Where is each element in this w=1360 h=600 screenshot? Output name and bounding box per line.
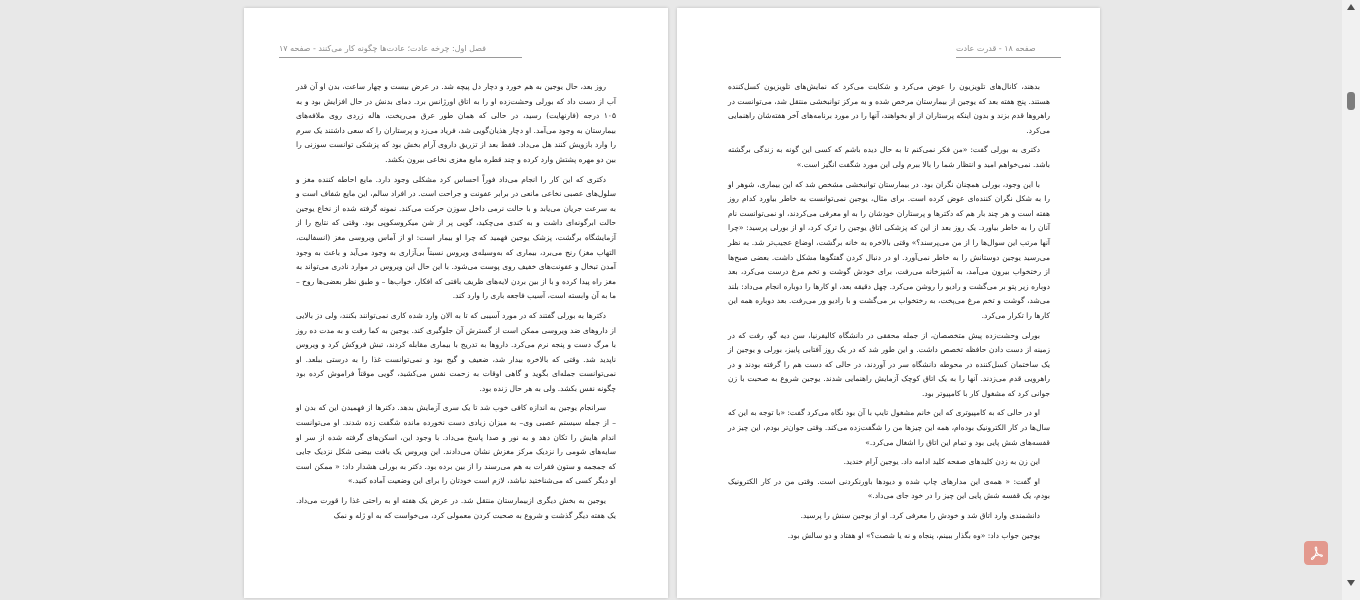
triangle-down-icon bbox=[1347, 580, 1355, 586]
pdf-download-button[interactable] bbox=[1304, 541, 1328, 565]
pdf-icon bbox=[1308, 545, 1324, 561]
scroll-down-button[interactable] bbox=[1342, 576, 1360, 590]
paragraph: بدهند، کانال‌های تلویزیون را عوض می‌کرد و شکایت می‌کرد که نمایش‌های تلویزیون کسل‌کننده هستند. پنج هفته بعد که یوجین از بیمارستان مرخص شده و به مرکز توانبخشی منتقل شد، می‌توانست در راهروها قدم بزند و بدون اینکه پرستاران از او بخواهند، آنها را در مورد برنامه‌های آخر هفته‌شان راهنمایی می‌کرد. bbox=[728, 82, 1050, 135]
paragraph: دانشمندی وارد اتاق شد و خودش را معرفی کرد. او از یوجین سنش را پرسید. bbox=[800, 511, 1040, 521]
paragraph: این زن به زدن کلیدهای صفحه کلید ادامه داد. یوجین آرام خندید. bbox=[843, 457, 1040, 467]
page-17 bbox=[244, 8, 668, 598]
paragraph: او گفت: « همه‌ی این مدارهای چاپ شده و دیودها باورنکردنی است. وقتی من در کار الکترونیک بودم، یک قفسه شش پایی این چیز را در خود جای می‌داد.» bbox=[728, 476, 1050, 501]
paragraph: سرانجام یوجین به اندازه کافی خوب شد تا یک سری آزمایش بدهد. دکترها از فهمیدن این که بدن او – از جمله سیستم عصبی وی– به میزان زیادی دست نخورده مانده شگفت زده شدند. او می‌توانست اندام هایش را تکان دهد و به نور و صدا پاسخ می‌داد. با وجود این، اسکن‌های گرفته شده از سر او سایه‌های شومی را نزدیک مرکز مغزش نشان می‌دادند. این ویروس یک بافت بیضی شکل نزدیک جایی که جمجمه و ستون فقرات به هم می‌رسند را از بین برده بود. دکتر به بورلی هشدار داد: « ممکن است او دیگر کسی که می‌شناختید نباشد، لازم است خودتان را برای این وضعیت آماده کنید.» bbox=[296, 403, 616, 486]
paragraph: با این وجود، بورلی همچنان نگران بود. در بیمارستان توانبخشی مشخص شد که این بیماری، شوهر او را به شکل نگران کننده‌ای عوض کرده است. برای مثال، یوجین نمی‌توانست به خاطر بیاورد کدام روز هفته است و هر چند بار هم که دکترها و پرستاران خودشان را به او معرفی می‌کردند، او نمی‌توانست نام آنان را به خاطر بیاورد. یک روز بعد از این که پزشکی اتاق یوجین را ترک کرد، او از بورلی پرسید: «چرا آنها مرتب این سوال‌ها را از من می‌پرسند؟» وقتی بالاخره به خانه برگشت، اوضاع عجیب‌تر شد. به نظر می‌رسید یوجین دوستانش را به خاطر نمی‌آورد. او در دنبال کردن گفتگوها مشکل داشت. بعضی صبح‌ها از رختخواب بیرون می‌آمد، به آشپزخانه می‌رفت، برای خودش گوشت و تخم مرغ درست می‌کرد، بعد دوباره زیر پتو بر می‌گشت و رادیو را روشن می‌کرد. چهل دقیقه بعد، او کارها را دوباره انجام می‌داد: بلند می‌شد، گوشت و تخم مرغ می‌پخت، به رختخواب بر می‌گشت و با رادیو ور می‌رفت. بعد دوباره همه این کارها را تکرار می‌کرد. bbox=[728, 179, 1050, 320]
paragraph: روز بعد، حال یوجین به هم خورد و دچار دل پیچه شد. در عرض بیست و چهار ساعت، بدن او آن قدر آب از دست داد که بورلی وحشت‌زده او را به اتاق اورژانس برد. دمای بدنش در حال افزایش بود و به ۱۰۵ درجه (فارنهایت) رسید، در حالی که همان طور عرق می‌ریخت، هاله زردی روی ملافه‌های بیمارستان به وجود می‌آمد. او دچار هذیان‌گویی شد، فریاد می‌زد و پرستاران را که سعی داشتند یک سرم را وارد بازویش کنند هل می‌داد. فقط بعد از تزریق داروی آرام بخش بود که پزشکی توانست سوزنی را بین دو مهره پشتش وارد کرده و چند قطره مایع مغزی نخاعی بیرون بکشد. bbox=[296, 82, 616, 164]
paragraph: او در حالی که به کامپیوتری که این خانم مشغول تایپ با آن بود نگاه می‌کرد گفت: «با توجه به این که سال‌ها در کار الکترونیک بوده‌ام، همه این چیزها من را شگفت‌زده می‌کند. وقتی جوان‌تر بودم، این چیز در قفسه‌های شش پایی بود و تمام این اتاق را اشغال می‌کرد.» bbox=[728, 408, 1050, 447]
scroll-up-button[interactable] bbox=[1342, 0, 1360, 14]
page-body bbox=[296, 80, 616, 528]
paragraph: بورلی وحشت‌زده پیش متخصصان، از جمله محققی در دانشگاه کالیفرنیا، سن دیه گو، رفت که در زمینه از دست دادن حافظه تخصص داشت. و این طور شد که در یک روز آفتابی پاییز، بورلی و یوجین از یک ساختمان کسل‌کننده در محوطه دانشگاه سر در آوردند، در حالی که دست هم را گرفته بودند و در راهرویی قدم می‌زدند. آنها را به یک اتاق کوچک آزمایش راهنمایی شدند. یوجین شروع به صحبت با زن جوانی کرد که مشغول کار با کامپیوتر بود. bbox=[728, 330, 1050, 398]
vertical-scrollbar[interactable] bbox=[1342, 0, 1360, 600]
paragraph: دکتری به بورلی گفت: «من فکر نمی‌کنم تا به حال دیده باشم که کسی این گونه به زندگی برگشته باشد. نمی‌خواهم امید و انتظار شما را بالا ببرم ولی این مورد شگفت انگیز است.» bbox=[728, 145, 1050, 169]
paragraph: یوجین به بخش دیگری ازبیمارستان منتقل شد. در عرض یک هفته او به راحتی غذا را قورت می‌داد. یک هفته دیگر گذشت و شروع به صحبت کردن معمولی کرد، می‌خواست که به او ژله و نمک bbox=[296, 496, 616, 520]
paragraph: دکترها به بورلی گفتند که در مورد آسیبی که تا به الان وارد شده کاری نمی‌توانند بکنند، ولی دز بالایی از داروهای ضد ویروسی ممکن است از گسترش آن جلوگیری کند. یوجین به کما رفت و به مدت ده روز با مرگ دست و پنجه نرم می‌کرد. داروها به تدریج با بیماری مقابله کردند، تبش فروکش کرد و ویروس ناپدید شد. وقتی که بالاخره بیدار شد، ضعیف و گیج بود و نمی‌توانست غذا را به درستی ببلعد. او نمی‌توانست جمله‌ای بگوید و گاهی اوقات به زحمت نفس می‌کشید، گویی موقتاً فراموش کرده بود چگونه نفس بکشد. ولی به هر حال زنده بود. bbox=[296, 310, 616, 393]
running-head: فصل اول: چرخه عادت؛ عادت‌ها چگونه کار می‌کنند - صفحه ۱۷ bbox=[279, 44, 522, 58]
running-head: صفحه ۱۸ - قدرت عادت bbox=[956, 44, 1061, 58]
page-18 bbox=[677, 8, 1100, 598]
paragraph: دکتری که این کار را انجام می‌داد فوراً احساس کرد مشکلی وجود دارد. مایع احاطه کننده مغز و سلول‌های عصبی نخاعی مانعی در برابر عفونت و جراحت است. در افراد سالم، این مایع شفاف است و به سرعت جریان می‌یابد و با حالت نرمی داخل سوزن حرکت می‌کند. نمونه گرفته شده از نخاع یوجین حالت ابرگونه‌ای داشت و به کندی می‌چکید، گویی پر از شن میکروسکوپی بود. وقتی که نتایج را از آزمایشگاه برگشت، پزشک یوجین فهمید که چرا او بیمار است: او از آماس ویروسی مغز (انسفالیت، التهاب مغز) رنج می‌برد، بیماری که به‌وسیله‌ی ویروس نسبتاً بی‌آزاری به وجود می‌آید و باعث به وجود آمدن تبخال و عفونت‌های خفیف روی پوست می‌شود. با این حال این ویروس در موارد نادری می‌تواند به مغز راه پیدا کرده و با از بین بردن لایه‌های ظریف بافتی که افکار، خواب‌ها – و طبق نظر بعضی‌ها روح – ما به آن وابسته است، آسیب فاجعه باری را وارد کند. bbox=[296, 174, 616, 301]
triangle-up-icon bbox=[1347, 4, 1355, 10]
scroll-thumb[interactable] bbox=[1347, 92, 1355, 110]
page-body bbox=[728, 80, 1050, 548]
paragraph: یوجین جواب داد: «وه بگذار ببینم، پنجاه و نه یا شصت؟» او هفتاد و دو سالش بود. bbox=[787, 530, 1040, 540]
